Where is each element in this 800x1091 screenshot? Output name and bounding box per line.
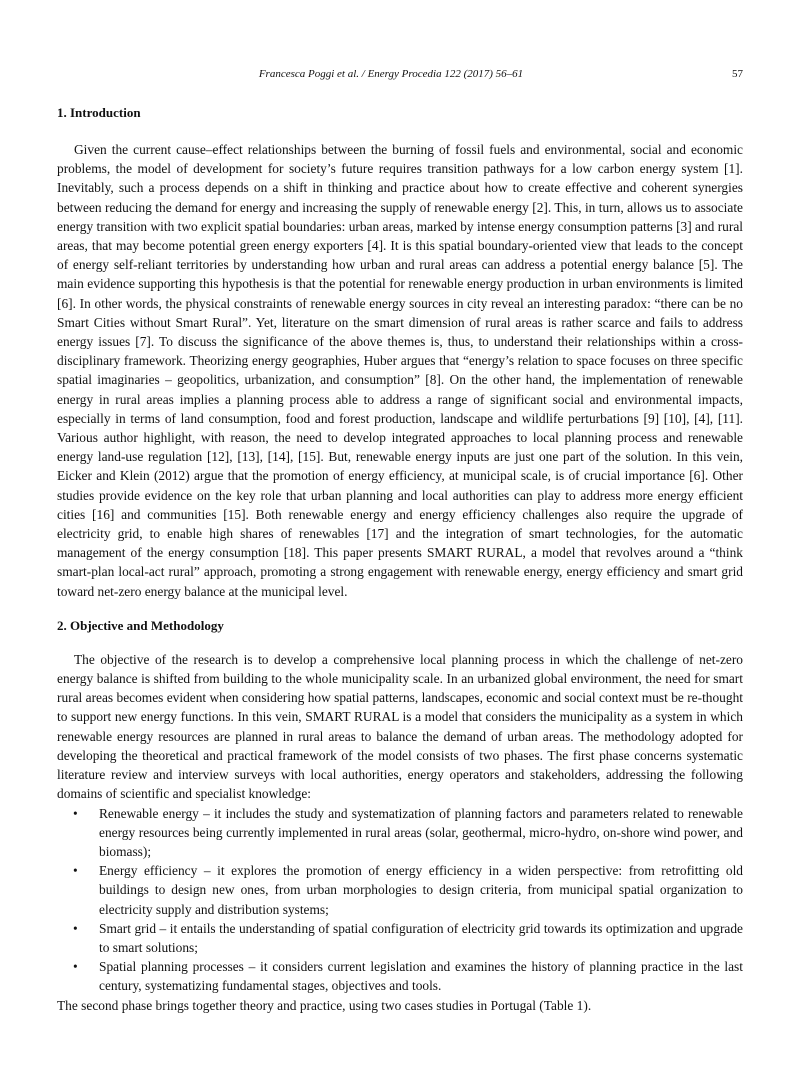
list-item-text: Spatial planning processes – it considers current legislation and examines the history of planning practice in the last century, systematizing fundamental stages, objectives and tools. xyxy=(99,959,743,994)
bullet-icon: • xyxy=(73,863,78,879)
list-item xyxy=(73,861,743,919)
running-title: Francesca Poggi et al. / Energy Procedia 122 (2017) 56–61 xyxy=(258,68,524,80)
introduction-paragraph: Given the current cause–effect relationships between the burning of fossil fuels and environmental, social and economic problems, the model of development for society’s future requires transition pathways for a low carbon energy system [1]. Inevitably, such a process depends on a shift in thinking and practice about how to create effective and coherent synergies between reducing the demand for energy and increasing the supply of renewable energy [2]. This, in turn, allows us to associate energy transition with two explicit spatial boundaries: urban areas, marked by intense energy consumption patterns [3] and rural areas, that may become potential green energy exporters [4]. It is this spatial boundary-oriented view that leads to the concept of energy self-reliant territories by understanding how urban and rural areas can address a potential energy balance [5]. The main evidence supporting this hypothesis is that the potential for renewable energy production in urban environments is limited [6]. In other words, the physical constraints of renewable energy sources in city reveal an interesting paradox: “there can be no Smart Cities without Smart Rural”. Yet, literature on the smart dimension of rural areas is rather scarce and fails to address energy issues [7]. To discuss the significance of the above themes is, thus, to understand their relationships within a cross-disciplinary framework. Theorizing energy geographies, Huber argues that “energy’s relation to space focuses on three specific spatial imaginaries – geopolitics, urbanization, and consumption” [8]. On the other hand, the implementation of renewable energy in rural areas implies a planning process able to address a range of significant social and environmental impacts, especially in terms of land consumption, food and forest production, landscape and wildlife perturbations [9] [10], [4], [11]. Various author highlight, with reason, the need to develop integrated approaches to local planning process and renewable energy land-use regulation [12], [13], [14], [15]. But, renewable energy inputs are just one part of the solution. In this vein, Eicker and Klein (2012) argue that the promotion of energy efficiency, at municipal scale, is of crucial importance [6]. Other studies provide evidence on the key role that urban planning and local authorities can play to address more energy efficient cities [16] and communities [15]. Both renewable energy and energy efficiency challenges also require the upgrade of electricity grid, to enable high shares of renewables [17] and the integration of smart technologies, for the automatic management of the energy consumption [18]. This paper presents SMART RURAL, a model that revolves around a “think smart-plan local-act rural” approach, promoting a strong engagement with renewable energy, energy efficiency and smart grid toward net-zero energy balance at the municipal level. xyxy=(57,142,743,599)
section-heading-methodology: 2. Objective and Methodology xyxy=(57,617,224,633)
list-item-text: Renewable energy – it includes the study and systematization of planning factors and parameters related to renewable energy resources being currently implemented in rural areas (solar, geothermal, micro-hydro, on-shore wind power, and biomass); xyxy=(99,805,743,859)
list-item xyxy=(73,919,743,957)
page-number: 57 xyxy=(732,68,743,80)
list-item-text: Energy efficiency – it explores the promotion of energy efficiency in a widen perspective: from retrofitting old buildings to design new ones, from urban morphologies to design criteria, from municipal spatial organization to electricity supply and distribution systems; xyxy=(99,863,743,917)
bullet-icon: • xyxy=(73,805,78,821)
page-body xyxy=(57,104,743,1015)
closing-paragraph: The second phase brings together theory and practice, using two cases studies in Portugal (Table 1). xyxy=(57,997,592,1013)
list-item xyxy=(73,804,743,862)
domain-list xyxy=(57,804,743,996)
bullet-icon: • xyxy=(73,959,78,975)
list-item-text: Smart grid – it entails the understanding of spatial configuration of electricity grid towards its optimization and upgrade to smart solutions; xyxy=(99,920,743,955)
running-header xyxy=(57,66,743,82)
methodology-paragraph: The objective of the research is to develop a comprehensive local planning process in which the challenge of net-zero energy balance is shifted from building to the whole municipality scale. In an urbanized global environment, the need for smart rural areas becomes evident when considering how spatial patterns, landscapes, economic and social context must be re-thought to support new energy functions. In this vein, SMART RURAL is a model that considers the municipality as a system in which renewable energy resources are planned in rural areas to balance the demand of urban areas. The methodology adopted for developing the theoretical and practical framework of the model consists of two phases. The first phase concerns systematic literature review and interview surveys with local authorities, energy operators and stakeholders, addressing the following domains of scientific and specialist knowledge: xyxy=(57,651,743,802)
bullet-icon: • xyxy=(73,920,78,936)
section-heading-introduction: 1. Introduction xyxy=(57,105,141,120)
list-item xyxy=(73,957,743,995)
